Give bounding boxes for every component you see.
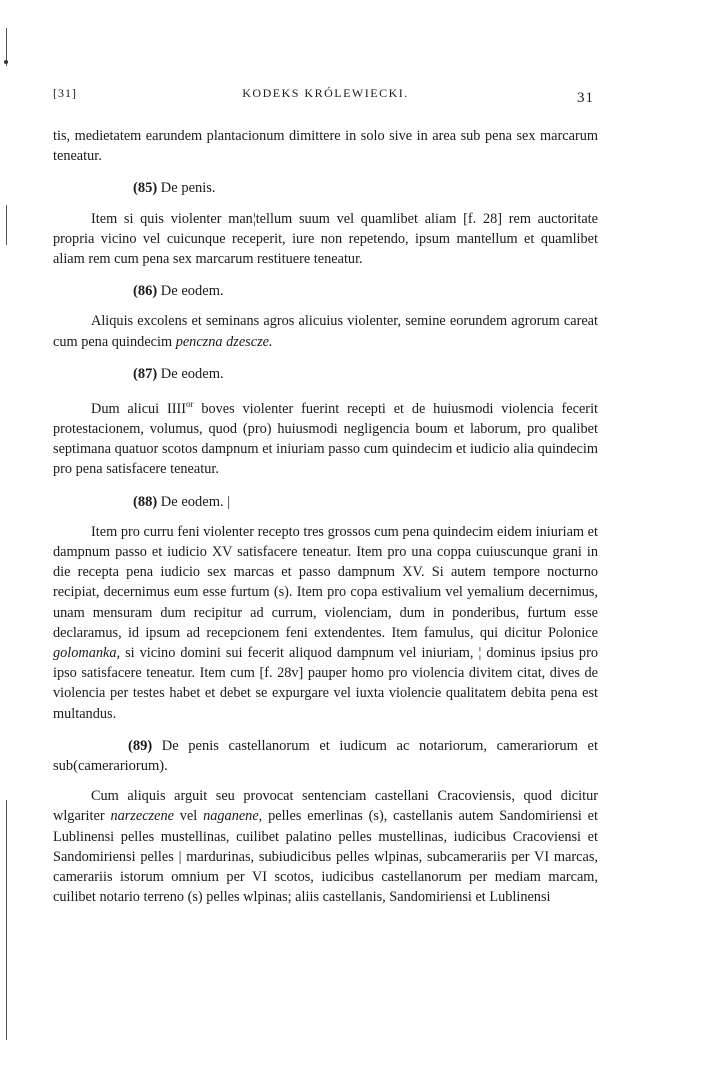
paragraph-89-term-1: narzeczene bbox=[110, 808, 174, 825]
paragraph-88-text-a: Item pro curru feni violenter recepto tres grossos cum pena quindecim eidem iniuriam et dampnum passo et iudicio XV satisfacere teneatur. Item pro una coppa cuiuscunque grani in die recepta pena iudicio sex marcas et passo dampnum XV. Si autem tempore nocturno recipiat, decernimus eum esse furtum (s). Item pro copa estivalium vel yemalium decernimus, unam mensuram dum recipitur ad currum, violenciam, dum in ponderibus, furtum esse declaramus, id ipsum ad recepcionem feni extendentes. Item famulus, qui dicitur Polonice bbox=[53, 523, 598, 641]
intro-paragraph: tis, medietatem earundem plantacionum dimittere in solo sive in area sub pena sex marcarum teneatur. bbox=[53, 128, 598, 165]
heading-88-number: (88) bbox=[133, 493, 158, 510]
body-text bbox=[53, 126, 598, 907]
paragraph-89 bbox=[53, 786, 598, 907]
heading-87-title: De eodem. bbox=[160, 365, 224, 382]
heading-85-number: (85) bbox=[133, 180, 158, 197]
paragraph-89-text-c: pelles emerlinas (s), castellanis autem Sandomiriensi et Lublinensi pelles mustellinas, cuilibet palatino pelles mustellinas, iudicibus Cracoviensi et Sandomiriensi pelles | mardurinas, subiudicibus pelles wlpinas, subcamerariis per VI marcas, camerariis istorum omnium per VI scotos, iudicibus castellanorum per mediam marcam, cuilibet notario terreno (s) pelles wlpinas; aliis castellanis, Sandomiriensi et Lublinensi bbox=[53, 808, 598, 906]
heading-89 bbox=[53, 736, 598, 776]
running-title: KODEKS KRÓLEWIECKI. bbox=[242, 86, 409, 100]
paragraph-87-text-a: Dum alicui IIII bbox=[91, 400, 187, 417]
heading-88 bbox=[53, 492, 598, 512]
margin-dot bbox=[4, 60, 8, 64]
paragraph-87 bbox=[53, 394, 598, 480]
paragraph-87-superscript: or bbox=[186, 399, 194, 410]
paragraph-87-text-b: boves violenter fuerint recepti et de huiusmodi violencia fecerit protestacionem, volumus, quod (pro) huiusmodi negligencia boum et laborum, pro qualibet septimana quatuor scotos dampnum et iniuriam passo cum quindecim et iudicio alia quindecim pro pena satisfacere teneatur. bbox=[53, 400, 599, 478]
heading-86 bbox=[53, 281, 598, 301]
paragraph-85: Item si quis violenter man¦tellum suum vel quamlibet aliam [f. 28] rem auctoritate propria vicino vel cuicunque receperit, iure non repetendo, ipsum mantellum et quamlibet aliam rem cum pena sex marcarum restituere teneatur. bbox=[53, 210, 598, 268]
paragraph-89-text-b: vel bbox=[173, 808, 204, 825]
heading-86-title: De eodem. bbox=[160, 283, 224, 300]
margin-rule-upper bbox=[6, 205, 7, 245]
document-page bbox=[53, 82, 598, 907]
margin-rule-lower bbox=[6, 800, 7, 1040]
heading-88-title: De eodem. | bbox=[160, 493, 231, 510]
heading-85-title: De penis. bbox=[160, 180, 216, 197]
paragraph-86-text: Aliquis excolens et seminans agros alicuius violenter, semine eorundem agrorum careat cum pena quindecim bbox=[53, 313, 598, 350]
page-number: 31 bbox=[577, 90, 594, 106]
paragraph-88-term: golomanka, bbox=[53, 645, 121, 662]
paragraph-86-term: penczna dzescze. bbox=[175, 333, 273, 350]
paragraph-89-text-a: Cum aliquis arguit seu provocat sentenciam castellani Cracoviensis, quod dicitur wlgariter bbox=[53, 788, 598, 825]
paragraph-88 bbox=[53, 522, 598, 724]
heading-89-number: (89) bbox=[128, 737, 153, 754]
heading-86-number: (86) bbox=[133, 283, 158, 300]
heading-89-title: De penis castellanorum et iudicum ac notariorum, camerariorum et sub(camerariorum). bbox=[53, 737, 598, 775]
running-head bbox=[53, 82, 598, 104]
heading-85 bbox=[53, 178, 598, 198]
heading-87-number: (87) bbox=[133, 365, 158, 382]
paragraph-88-text-b: si vicino domini sui fecerit aliquod dampnum vel iniuriam, ¦ dominus ipsius pro ipso satisfacere teneatur. Item cum [f. 28v] pauper homo pro violencia divitem citat, dives de violencia per testes habet et debet se expurgare vel iuxta violencie qualitatem debita pena est multandus. bbox=[53, 645, 598, 722]
page-ref-bracketed: [31] bbox=[53, 86, 77, 100]
paragraph-86 bbox=[53, 311, 598, 351]
paragraph-89-term-2: naganene, bbox=[203, 808, 263, 825]
heading-87 bbox=[53, 364, 598, 384]
